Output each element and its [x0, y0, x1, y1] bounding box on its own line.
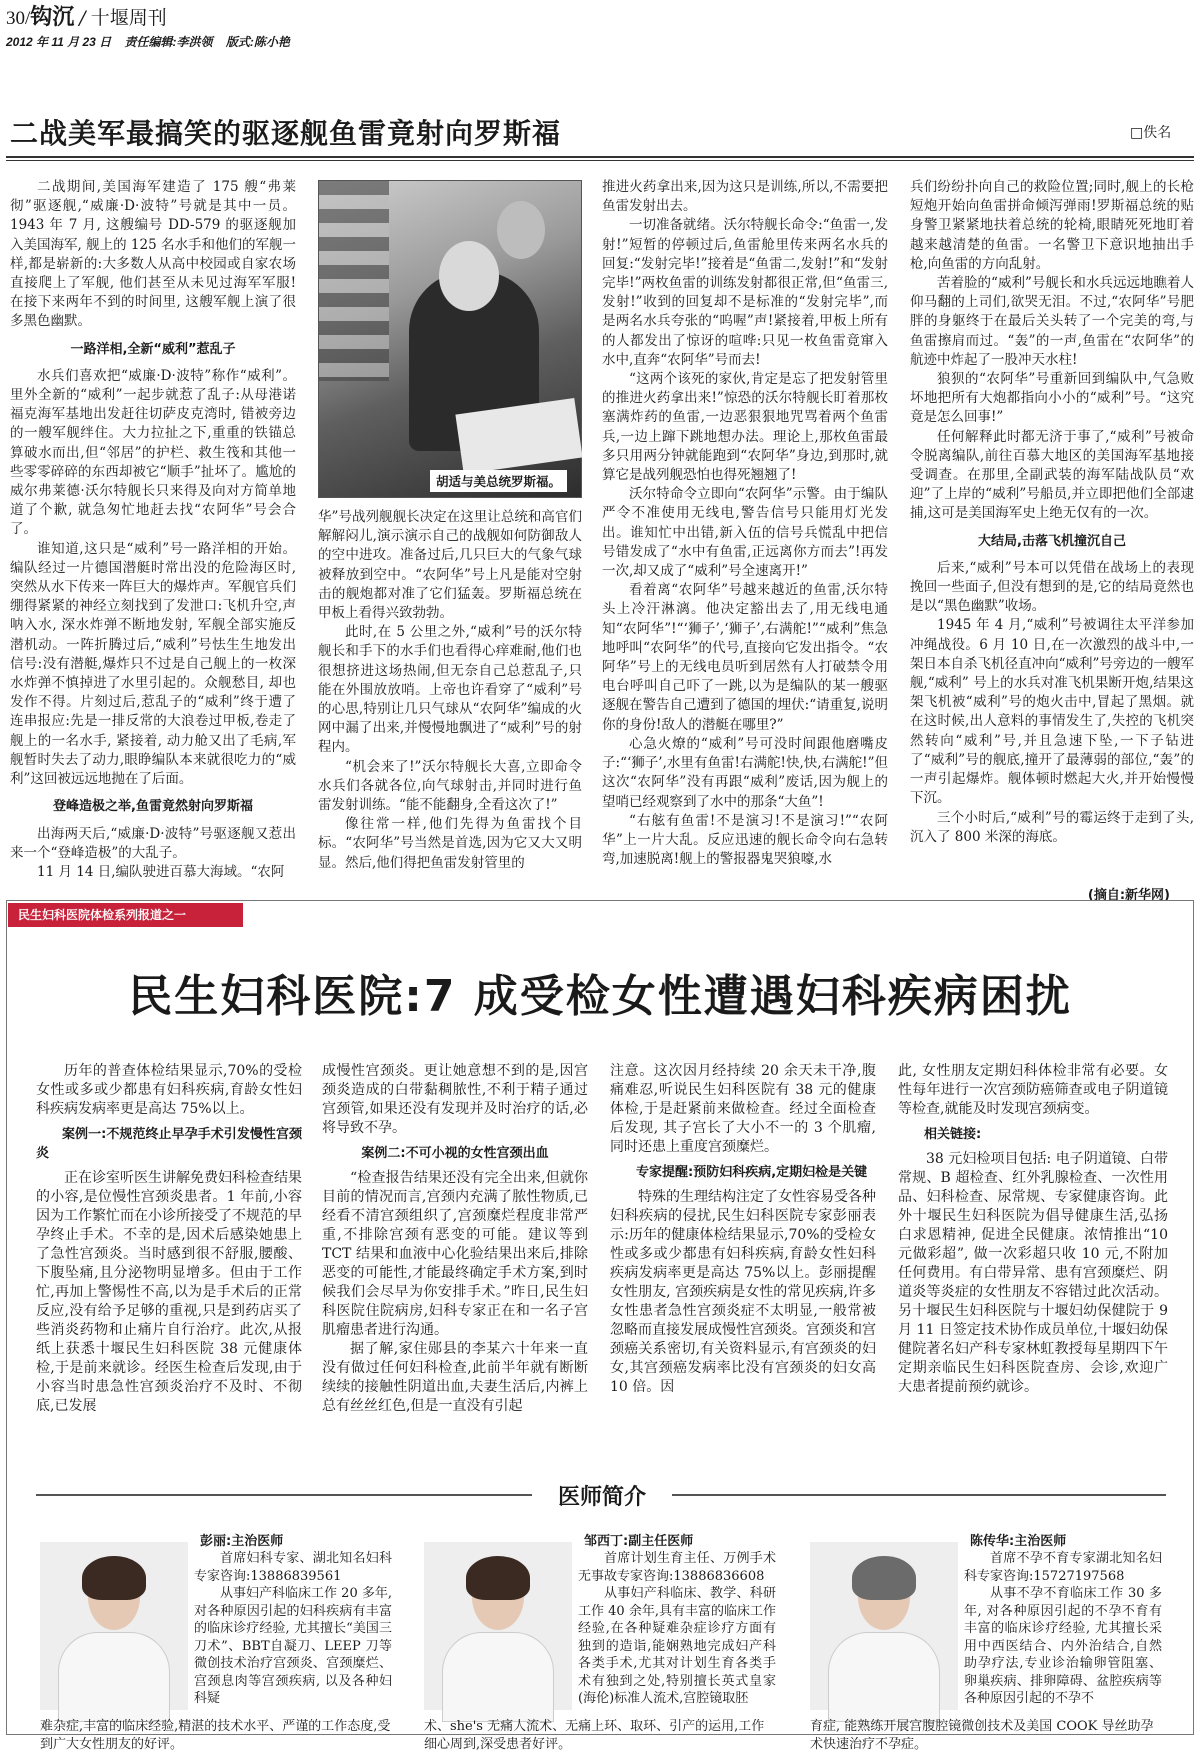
doctor-bio	[194, 1550, 392, 1708]
doctor-photo	[424, 1542, 572, 1710]
doctor-bio-tail: 育症, 能熟练开展宫腹腔镜微创技术及美国 COOK 导丝助孕术快速治疗不孕症。	[810, 1719, 1154, 1752]
divider	[6, 156, 1194, 158]
doctor-card	[806, 1530, 1162, 1752]
article1-column-3	[602, 178, 888, 900]
paragraph: “检查报告结果还没有完全出来,但就你目前的情况而言,宫颈内充满了脓性物质,已经看不清宫颈组织了,宫颈糜烂程度非常严重,不排除宫颈有恶变的可能。建议等到 TCT 结果和血液中心化验结果出来后,排除恶变的可能性,才能最终确定手术方案,到时候我们会尽早为你安排手术。”昨日,民生妇科医院住院病房,妇科专家正在和一名子宫肌瘤患者进行沟通。	[322, 1170, 588, 1338]
doctor-name: 陈传华:主治医师	[970, 1534, 1067, 1549]
paragraph: “右舷有鱼雷!不是演习!不是演习!”“农阿华”上一片大乱。反应迅速的舰长命令向右急转弯,加速脱离!舰上的警报器鬼哭狼嚎,水	[602, 812, 888, 868]
editor-credit: 责任编辑:李洪领	[124, 35, 213, 49]
doctor-card	[420, 1530, 776, 1752]
article2-column-1	[36, 1062, 302, 1476]
divider	[6, 160, 1194, 161]
paragraph: 首席计划生育主任、万例手术无事故专家咨询:13886836608	[578, 1551, 776, 1584]
paragraph: 出海两天后,“威廉·D·波特”号驱逐舰又惹出来一个“登峰造极”的大乱子。	[10, 825, 296, 861]
paragraph: 1945 年 4 月,“威利”号被调往太平洋参加冲绳战役。6 月 10 日,在一次激烈的战斗中,一架日本自杀飞机径直冲向“威利”号旁边的一艘军舰,“威利” 号上的水兵对准飞机果断开炮,结果这架飞机被“威利”号的炮火击中,冒起了黑烟。就在这时候,出人意料的事情发生了,失控的飞机突然转向“威利”号,并且急速下坠,一下子钻进了“威利”号的舰底,撞开了最薄弱的部位,“轰”的一声引起爆炸。舰体顿时燃起大火,并开始慢慢下沉。	[910, 617, 1194, 807]
paragraph: 11 月 14 日,编队驶进百慕大海域。“农阿	[37, 863, 285, 880]
article1-byline: □佚名	[1130, 125, 1172, 141]
flag-shape	[319, 181, 389, 381]
paragraph: 二战期间,美国海军建造了 175 艘“弗莱彻”驱逐舰,“威廉·D·波特”号就是其中一员。1943 年 7 月, 这艘编号 DD-579 的驱逐舰加入美国海军, 舰上的 125 名水手和他们的军舰一样,都是崭新的:大多数人从高中校园或自家农场直接爬上了军舰, 他们甚至从未见过海军军服! 在接下来两年不到的时间里, 这艘军舰上演了很多黑色幽默。	[10, 179, 296, 330]
paragraph: 从事妇产科临床、教学、科研工作 40 余年,具有丰富的临床工作经验,在各种疑难杂症诊疗方面有独到的造诣,能娴熟地完成妇产科各类手术,尤其对计划生育各类手术有独到之处,特别擅长英式皇家(海伦)标准人流术,宫腔镜取胚	[578, 1586, 776, 1706]
paragraph: 三个小时后,“威利”号的霉运终于走到了头,沉入了 800 米深的海底。	[910, 809, 1194, 845]
subheading: 案例二:不可小视的女性宫颈出血	[361, 1146, 549, 1161]
paragraph: 苦着脸的“威利”号舰长和水兵远远地瞧着人仰马翻的上司们,欲哭无泪。不过,“农阿华”号肥胖的身躯终于在最后关头转了一个完美的弯,与鱼雷擦肩而过。“轰”的一声,鱼雷在“农阿华”的航迹中炸起了一股冲天水柱!	[910, 275, 1194, 368]
paragraph: 从事不孕不育临床工作 30 多年, 对各种原因引起的不孕不育有丰富的临床诊疗经验, 尤其擅长采用中西医结合、内外治结合,自然助孕疗法,专业诊治输卵管阻塞、卵巢疾病、排卵障碍、盆腔疾病等各种原因引起的不孕不	[964, 1586, 1162, 1706]
coat-shape	[58, 1632, 170, 1722]
doctor-photo	[810, 1542, 958, 1710]
column-name: 钩沉	[30, 5, 75, 30]
coat-shape	[828, 1632, 940, 1722]
paragraph: 特殊的生理结构注定了女性容易受各种妇科疾病的侵扰,民生妇科医院专家彭丽表示:历年的健康体检结果显示,70%的受检女性或多或少都患有妇科疾病,育龄女性妇科疾病发病率更是高达 75%以上。彭丽提醒女性朋友, 宫颈疾病是女性的常见疾病,许多女性患者急性宫颈炎症不太明显,一般常被忽略而直接发展成慢性宫颈炎。宫颈炎和宫颈癌关系密切,有关资料显示,有宫颈炎的妇女,其宫颈癌发病率比没有宫颈炎的妇女高 10 倍。因	[610, 1189, 876, 1395]
doctor-bio	[578, 1550, 776, 1708]
subheading: 登峰造极之举,鱼雷竟然射向罗斯福	[53, 799, 253, 815]
paragraph: 任何解释此时都无济于事了,“威利”号被命令脱离编队,前往百慕大地区的美国海军基地接受调查。在那里,全副武装的海军陆战队员“欢迎”了上岸的“威利”号船员,并立即把他们全部逮捕,这可是美国海军史上绝无仅有的一次。	[910, 428, 1194, 522]
hair-shape	[852, 1556, 916, 1600]
paragraph: 成慢性宫颈炎。更让她意想不到的是,因宫颈炎造成的白带黏稠脓性,不利于精子通过宫颈管,如果还没有发现并及时治疗的话,必将导致不孕。	[322, 1063, 588, 1136]
paragraph: 华”号战列舰舰长决定在这里让总统和高官们解解闷儿,演示演示自己的战舰如何防御敌人的空中进攻。准备过后,几只巨大的气象气球被释放到空中。“农阿华”号上凡是能对空射击的舰炮都对准了它们猛轰。罗斯福总统在甲板上看得兴致勃勃。	[318, 509, 582, 622]
paragraph: 首席妇科专家、湖北知名妇科专家咨询:13886839561	[194, 1551, 392, 1584]
paragraph: 注意。这次因月经持续 20 余天未干净,腹痛难忍,听说民生妇科医院有 38 元的健康体检,于是赶紧前来做检查。经过全面检查后发现, 其子宫长了大小不一的 3 个肌瘤,同时还患上重度宫颈糜烂。	[610, 1063, 876, 1155]
paragraph: 首席不孕不育专家湖北知名妇科专家咨询:15727197568	[964, 1551, 1162, 1584]
paragraph: 38 元妇检项目包括: 电子阴道镜、白带常规、B 超检查、红外乳腺检查、一次性用品、妇科检查、尿常规、专家健康咨询。此外十堰民生妇科医院为倡导健康生活,弘扬白求恩精神, 促进全民健康。浓情推出“10 元做彩超”, 做一次彩超只收 10 元,不附加任何费用。有白带异常、患有宫颈糜烂、阴道炎等炎症的女性朋友不容错过此次活动。另十堰民生妇科医院与十堰妇幼保健院于 9 月 11 日签定技术协作成员单位,十堰妇幼保健院著名妇产科专家林虹教授每星期四下午定期亲临民生妇科医院查房、会诊,欢迎广大患者提前预约就诊。	[898, 1151, 1168, 1395]
doctor-card	[36, 1530, 392, 1752]
paragraph: 后来,“威利”号本可以凭借在战场上的表现挽回一些面子,但没有想到的是,它的结局竟然也是以“黑色幽默”收场。	[910, 559, 1194, 615]
issue-info	[6, 33, 1194, 51]
paragraph: 看着离“农阿华”号越来越近的鱼雷,沃尔特头上冷汗淋漓。他决定豁出去了,用无线电通知“农阿华”!“‘狮子’,‘狮子’,右满舵!”“威利”焦急地呼叫“农阿华”的代号,直接向它发出指令。“农阿华”号上的无线电员听到居然有人打破禁令用电台呼叫自己吓了一跳,以为是编队的某一艘驱逐舰在警告自己遭到了德国的埋伏:“请重复,说明你的身份!敌人的潜艇在哪里?”	[602, 582, 888, 733]
paragraph: “机会来了!”沃尔特舰长大喜,立即命令水兵们各就各位,向气球射击,并同时进行鱼雷发射训练。“能不能翻身,全看这次了!”	[318, 758, 582, 814]
doctors-section-title: 医师简介	[532, 1480, 672, 1511]
paragraph: 像往常一样,他们先得为鱼雷找个目标。“农阿华”号当然是首选,因为它又大又明显。然后,他们得把鱼雷发射管里的	[318, 816, 582, 871]
paragraph: “这两个该死的家伙,肯定是忘了把发射管里的推进火药拿出来!”惊恐的沃尔特舰长盯着那枚塞满炸药的鱼雷,一边恶狠狠地咒骂着两个鱼雷兵,一边上蹿下跳地想办法。理论上,那枚鱼雷最多只用两分钟就能跑到“农阿华”身边,到那时,就算它是战列舰恐怕也得死翘翘了!	[602, 371, 888, 484]
page-number: 30/	[6, 8, 31, 29]
masthead	[6, 4, 1194, 33]
paragraph: 此, 女性朋友定期妇科体检非常有必要。女性每年进行一次宫颈防癌筛查或电子阴道镜等检查,就能及时发现宫颈病变。	[898, 1063, 1168, 1117]
issue-date: 2012 年 11 月 23 日	[6, 35, 112, 49]
page-header	[6, 4, 1194, 60]
doctor-photo	[40, 1542, 188, 1710]
roosevelt-photo	[318, 180, 582, 498]
doctor-bio-tail: 术、she's 无痛人流术、无痛上环、取环、引产的运用,工作细心周到,深受患者好评。	[424, 1719, 765, 1752]
hair-shape	[82, 1556, 146, 1600]
subheading: 案例一:不规范终止早孕手术引发慢性宫颈炎	[36, 1127, 302, 1161]
paragraph: 谁知道,这只是“威利”号一路洋相的开始。编队经过一片德国潜艇时常出没的危险海区时,突然从水下传来一阵巨大的爆炸声。军舰官兵们绷得紧紧的神经立刻找到了发泄口:飞机升空,声呐入水, 深水炸弹不断地发射, 军舰全部实施反潜机动。一阵折腾过后,“威利”号怯生生地发出信号:没有潜艇,爆炸只不过是自己舰上的一枚深水炸弹不慎掉进了水里引起的。众舰愁目, 却也发作不得。片刻过后,惹乱子的“威利”终于遭了连串报应:先是一排反常的大浪卷过甲板,卷走了舰上的一名水手, 紧接着, 动力舱又出了毛病,军舰暂时失去了动力,眼睁编队本来就很吃力的“威利”这回被远远地抛在了后面。	[10, 540, 296, 788]
doctor-name: 彭丽:主治医师	[200, 1534, 284, 1549]
paragraph: 推进火药拿出来,因为这只是训练,所以,不需要把鱼雷发射出去。	[602, 179, 888, 215]
paragraph: 正在诊室听医生讲解免费妇科检查结果的小容,是位慢性宫颈炎患者。1 年前,小容因为工作繁忙而在小诊所接受了不规范的早孕终止手术。不幸的是,因术后感染她患上了急性宫颈炎。当时感到很不舒服,腰酸、下腹坠痛,且分泌物明显增多。但由于工作忙,再加上警惕性不高,以为是手术后的正常反应,没有给予足够的重视,只是到药店买了些消炎药物和止痛片自行治疗。此次,从报纸上获悉十堰民生妇科医院 38 元健康体检,于是前来就诊。经医生检查后发现,由于小容当时患急性宫颈炎治疗不及时、不彻底,已发展	[36, 1170, 302, 1414]
article1-column-4	[910, 178, 1194, 882]
article1-column-2	[318, 508, 582, 900]
coat-shape	[442, 1632, 554, 1722]
paragraph: 历年的普查体检结果显示,70%的受检女性或多或少都患有妇科疾病,育龄女性妇科疾病发病率更是高达 75%以上。	[36, 1063, 302, 1117]
hair-shape	[466, 1556, 530, 1600]
paragraph: 此时,在 5 公里之外,“威利”号的沃尔特舰长和手下的水手们也看得心痒难耐,他们也很想挤进这场热闹,但无奈自己总惹乱子,只能在外围放放哨。上帝也许看穿了“威利”号的心思,特别让几只气球从“农阿华”编成的火网中漏了出来,并慢慢地飘进了“威利”号的射程内。	[318, 624, 582, 756]
paragraph: 据了解,家住郧县的李某六十年来一直没有做过任何妇科检查,此前半年就有断断续续的接触性阴道出血,夫妻生活后,内裤上总有丝丝红色,但是一直没有引起	[322, 1341, 588, 1414]
figure-head	[439, 241, 499, 311]
doctor-bio-tail: 难杂症,丰富的临床经验,精湛的技术水平、严谨的工作态度,受到广大女性朋友的好评。	[40, 1719, 391, 1752]
subheading: 一路洋相,全新“威利”惹乱子	[70, 341, 236, 357]
article2-column-4	[898, 1062, 1168, 1476]
paragraph: 兵们纷纷扑向自己的救险位置;同时,舰上的长枪短炮开始向鱼雷拼命倾泻弹雨!罗斯福总统的贴身警卫紧紧地扶着总统的轮椅,眼睛死死地盯着越来越清楚的鱼雷。一名警卫下意识地抽出手枪,向鱼雷的方向乱射。	[910, 179, 1194, 272]
photo-caption: 胡适与美总统罗斯福。	[430, 470, 567, 492]
subheading: 专家提醒:预防妇科疾病,定期妇检是关键	[636, 1165, 868, 1180]
article2-title: 民生妇科医院:7 成受检女性遭遇妇科疾病困扰	[128, 971, 1072, 1022]
article2-column-3	[610, 1062, 876, 1476]
article1-column-1	[10, 178, 296, 900]
subheading: 相关链接:	[924, 1127, 982, 1142]
article2-column-2	[322, 1062, 588, 1476]
article1-title: 二战美军最搞笑的驱逐舰鱼雷竟射向罗斯福	[10, 117, 562, 150]
series-tag: 民生妇科医院体检系列报道之一	[8, 903, 243, 927]
paper-name: 十堰周刊	[90, 7, 167, 29]
paragraph: 一切准备就绪。沃尔特舰长命令:“鱼雷一,发射!”短暂的停顿过后,鱼雷舱里传来两名水兵的回复:“发射完毕!”接着是“鱼雷二,发射!”和“发射完毕!”两枚鱼雷的训练发射都很正常,但“鱼雷三,发射!”收到的回复却不是标准的“发射完毕”,而是两名水兵夸张的“呜喔”声!紧接着,甲板上所有的人都发出了惊讶的喧哗:只见一枚鱼雷竟窜入水中,直奔“农阿华”号而去!	[602, 217, 888, 368]
paragraph: 狼狈的“农阿华”号重新回到编队中,气急败坏地把所有大炮都指向小小的“威利”号。“这究竟是怎么回事!”	[910, 371, 1194, 426]
article1-source: (摘自:新华网)	[1087, 888, 1170, 903]
subheading: 大结局,击落飞机撞沉自己	[978, 533, 1126, 549]
doctor-name: 邹西丁:副主任医师	[584, 1534, 694, 1549]
layout-credit: 版式:陈小艳	[225, 35, 290, 49]
paragraph: 从事妇产科临床工作 20 多年, 对各种原因引起的妇科疾病有丰富的临床诊疗经验, 尤其擅长“美国三刀术”、BBT自凝刀、LEEP 刀等微创技术治疗宫颈炎、宫颈糜烂、宫颈息肉等宫颈疾病, 以及各种妇科疑	[194, 1586, 392, 1706]
paragraph: 心急火燎的“威利”号可没时间跟他磨嘴皮子:“‘狮子’,水里有鱼雷!右满舵!快,快,右满舵!”但这次“农阿华”没有再跟“威利”废话,因为舰上的望哨已经观察到了水中的那条“大鱼”!	[602, 735, 888, 810]
masthead-separator: /	[79, 7, 86, 29]
paragraph: 水兵们喜欢把“威廉·D·波特”称作“威利”。里外全新的“威利”一起步就惹了乱子:从母港诺福克海军基地出发赶往切萨皮克湾时, 错被旁边的一艘军舰绊住。大力拉扯之下,重重的铁锚总算破水而出,但“邻居”的护栏、救生筏和其他一些零零碎碎的东西却被它“顺手”扯坏了。尴尬的威尔弗莱德·沃尔特舰长只来得及向对方简单地道了个歉, 就急匆忙地赶去找“农阿华”号会合了。	[10, 367, 296, 538]
paragraph: 沃尔特命令立即向“农阿华”示警。由于编队严令不准使用无线电,警告信号只能用灯光发出。谁知忙中出错,新入伍的信号兵慌乱中把信号错发成了“水中有鱼雷,正远离你方而去”!再发一次,却又成了“威利”号全速离开!”	[602, 486, 888, 580]
doctor-bio	[964, 1550, 1162, 1708]
figure-head	[497, 201, 545, 259]
